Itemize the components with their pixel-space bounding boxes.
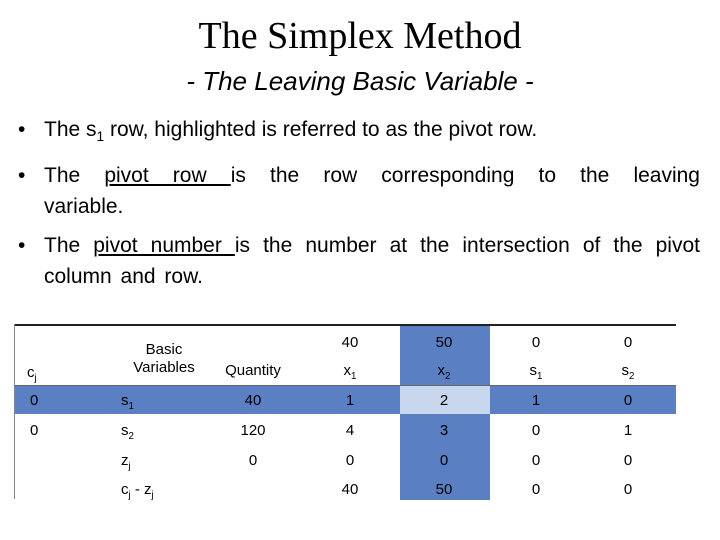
- row-value: 0: [623, 392, 633, 409]
- header-var-s1: $s_1$: [529, 362, 543, 382]
- header-basic-variables: [133, 341, 194, 377]
- row-label-cj-zj: $c_j - z_j$: [121, 481, 154, 501]
- table-header-rule: [14, 385, 676, 386]
- bullet-text: The: [44, 164, 105, 188]
- row-quantity: 40: [244, 392, 262, 409]
- row-value: 1: [345, 392, 355, 409]
- row-cj: 0: [30, 392, 39, 409]
- header-coeff: 40: [341, 334, 359, 351]
- row-value: 1: [531, 392, 541, 409]
- bullet-dot-icon: •: [18, 118, 26, 141]
- row-basic: $s_2$: [121, 422, 134, 442]
- header-coeff: 0: [531, 334, 541, 351]
- row-quantity: 0: [248, 452, 258, 469]
- bullet-item: [18, 230, 700, 292]
- header-coeff: 0: [623, 334, 633, 351]
- row-value: 0: [531, 481, 541, 498]
- term-pivot-number: pivot number: [93, 234, 235, 258]
- slide-title: The Simplex Method: [198, 15, 522, 57]
- row-value: 0: [623, 452, 633, 469]
- bullet-text: is the number at the intersection of the pivot column and row.: [44, 234, 700, 289]
- row-value: 0: [345, 452, 355, 469]
- bullet-list: [18, 114, 700, 300]
- row-cj: 0: [30, 422, 39, 439]
- row-value: 0: [439, 452, 449, 469]
- header-basic-line1: Basic: [145, 341, 183, 358]
- row-value: 3: [439, 422, 449, 439]
- row-basic: $s_1$: [121, 392, 134, 412]
- bullet-dot-icon: •: [18, 164, 26, 188]
- row-value: 40: [341, 481, 359, 498]
- header-var-x2: $x_2$: [437, 362, 451, 382]
- row-label-zj: $z_j$: [121, 452, 131, 472]
- header-basic-line2: Variables: [133, 359, 195, 376]
- bullet-item: [18, 160, 700, 222]
- table-left-rule: [14, 324, 15, 499]
- bullet-text: The: [44, 234, 94, 258]
- row-value: 0: [623, 481, 633, 498]
- row-value: 0: [531, 452, 541, 469]
- header-var-s2: $s_2$: [621, 362, 635, 382]
- header-quantity: Quantity: [225, 362, 281, 379]
- table-top-rule: [14, 324, 676, 326]
- header-cj: $c_j$: [27, 364, 37, 384]
- slide-subtitle: - The Leaving Basic Variable -: [186, 66, 534, 96]
- bullet-text: The s: [44, 118, 97, 141]
- row-value: 4: [345, 422, 355, 439]
- pivot-number: 2: [439, 392, 449, 409]
- subscript: 1: [96, 129, 105, 145]
- header-var-x1: $x_1$: [343, 362, 357, 382]
- bullet-text: row, highlighted is referred to as the pivot row.: [104, 118, 538, 141]
- row-quantity: 120: [240, 422, 266, 439]
- header-coeff: 50: [435, 334, 453, 351]
- row-value: 1: [623, 422, 633, 439]
- bullet-item: [18, 114, 700, 152]
- row-value: 50: [435, 481, 453, 498]
- bullet-dot-icon: •: [18, 234, 26, 258]
- row-value: 0: [531, 422, 541, 439]
- term-pivot-row: pivot row: [104, 164, 231, 188]
- bullet-text: is the row corresponding to the leaving variable.: [44, 164, 700, 219]
